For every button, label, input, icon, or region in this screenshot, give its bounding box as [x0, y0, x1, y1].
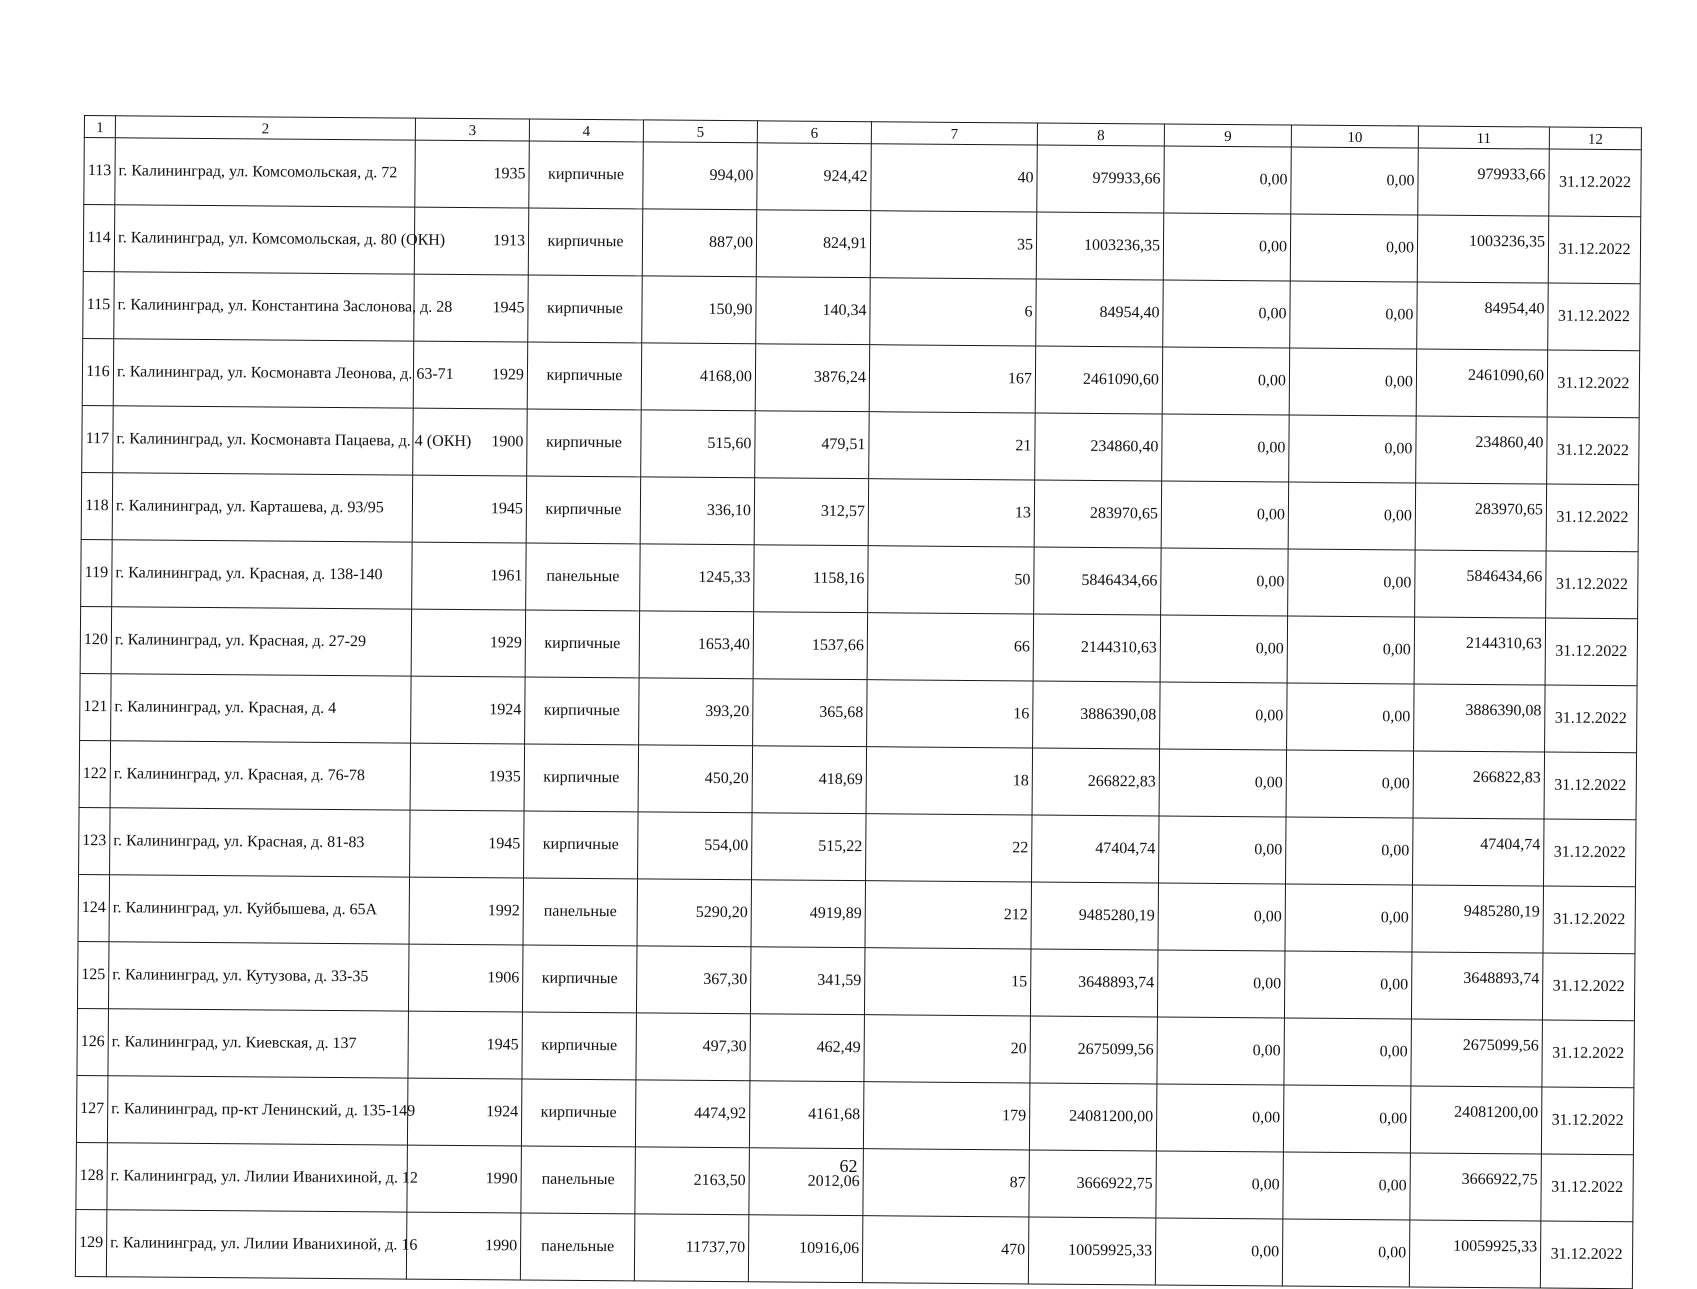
row-number: 129	[75, 1209, 107, 1276]
year-cell: 1924	[411, 676, 526, 744]
address-cell: г. Калининград, ул. Космонавта Леонова, д. 63-71	[113, 339, 414, 408]
column-10-cell: 0,00	[1285, 884, 1413, 952]
year-cell: 1913	[414, 207, 529, 275]
column-7-cell: 13	[868, 479, 1035, 547]
date-cell: 31.12.2022	[1546, 551, 1639, 619]
table-row	[77, 1008, 1634, 1087]
table-row	[76, 1142, 1633, 1221]
address-cell: г. Калининград, ул. Киевская, д. 137	[108, 1009, 409, 1078]
wall-material-cell: кирпичные	[528, 275, 643, 343]
column-9-cell: 0,00	[1161, 548, 1289, 616]
address-cell: г. Калининград, ул. Куйбышева, д. 65А	[109, 875, 410, 944]
column-10-cell: 0,00	[1290, 214, 1418, 282]
table-body	[75, 138, 1641, 1289]
address-cell: г. Калининград, ул. Комсомольская, д. 80 (ОКН)	[114, 205, 415, 274]
year-cell: 1961	[412, 542, 527, 610]
column-7-cell: 21	[869, 412, 1036, 480]
column-5-cell: 4168,00	[641, 343, 756, 411]
table-row	[81, 539, 1638, 618]
row-number: 120	[80, 606, 112, 673]
column-header: 11	[1418, 126, 1549, 149]
column-6-cell: 312,57	[754, 478, 869, 546]
year-cell: 1945	[412, 475, 527, 543]
column-10-cell: 0,00	[1285, 817, 1413, 885]
column-5-cell: 336,10	[640, 477, 755, 545]
column-6-cell: 462,49	[750, 1014, 865, 1082]
column-6-cell: 924,42	[757, 143, 872, 211]
column-header: 3	[415, 118, 529, 141]
table-row	[77, 941, 1634, 1020]
column-6-cell: 10916,06	[748, 1215, 863, 1283]
column-9-cell: 0,00	[1157, 950, 1285, 1018]
column-8-cell: 234860,40	[1035, 413, 1163, 481]
address-cell: г. Калининград, ул. Красная, д. 27-29	[111, 607, 412, 676]
column-header: 5	[643, 120, 757, 143]
column-11-cell: 1003236,35	[1417, 215, 1549, 283]
column-8-cell: 1003236,35	[1036, 212, 1164, 280]
year-cell: 1906	[408, 944, 523, 1012]
date-cell: 31.12.2022	[1542, 1020, 1635, 1088]
table-row	[78, 874, 1635, 953]
column-5-cell: 150,90	[642, 276, 757, 344]
column-5-cell: 1653,40	[639, 611, 754, 679]
table-row	[75, 1209, 1632, 1288]
table-row	[80, 673, 1637, 752]
wall-material-cell: кирпичные	[524, 744, 639, 812]
year-cell: 1924	[407, 1078, 522, 1146]
column-5-cell: 450,20	[638, 745, 753, 813]
column-9-cell: 0,00	[1156, 1084, 1284, 1152]
column-6-cell: 824,91	[756, 210, 871, 278]
row-number: 114	[83, 205, 115, 272]
date-cell: 31.12.2022	[1541, 1154, 1634, 1222]
address-cell: г. Калининград, ул. Лилии Иванихиной, д. 16	[106, 1210, 407, 1279]
column-5-cell: 1245,33	[640, 544, 755, 612]
column-8-cell: 2144310,63	[1033, 614, 1161, 682]
row-number: 116	[82, 338, 114, 405]
column-11-cell: 2144310,63	[1414, 617, 1546, 685]
column-9-cell: 0,00	[1163, 280, 1291, 348]
column-9-cell: 0,00	[1160, 682, 1288, 750]
column-5-cell: 11737,70	[634, 1214, 749, 1282]
column-header: 2	[115, 116, 415, 140]
column-6-cell: 3876,24	[755, 344, 870, 412]
column-8-cell: 283970,65	[1034, 480, 1162, 548]
column-5-cell: 2163,50	[635, 1147, 750, 1215]
wall-material-cell: панельные	[521, 1146, 636, 1214]
column-10-cell: 0,00	[1291, 147, 1419, 215]
column-10-cell: 0,00	[1284, 951, 1412, 1019]
column-5-cell: 497,30	[636, 1013, 751, 1081]
table-row	[80, 606, 1637, 685]
column-7-cell: 167	[869, 345, 1036, 413]
table-row	[81, 472, 1638, 551]
column-6-cell: 140,34	[756, 277, 871, 345]
row-number: 122	[79, 740, 111, 807]
column-10-cell: 0,00	[1288, 482, 1416, 550]
date-cell: 31.12.2022	[1549, 149, 1642, 217]
column-7-cell: 18	[866, 747, 1033, 815]
column-11-cell: 84954,40	[1417, 282, 1549, 350]
column-7-cell: 35	[870, 211, 1037, 279]
wall-material-cell: кирпичные	[522, 1012, 637, 1080]
date-cell: 31.12.2022	[1547, 350, 1640, 418]
page-number: 62	[839, 1156, 858, 1176]
column-11-cell: 10059925,33	[1409, 1220, 1541, 1288]
year-cell: 1945	[408, 1011, 523, 1079]
column-9-cell: 0,00	[1158, 883, 1286, 951]
column-8-cell: 84954,40	[1036, 279, 1164, 347]
housing-register-table	[75, 115, 1642, 1289]
column-header: 4	[529, 119, 643, 142]
column-9-cell: 0,00	[1164, 146, 1292, 214]
table-row	[82, 405, 1639, 484]
column-8-cell: 9485280,19	[1031, 882, 1159, 950]
date-cell: 31.12.2022	[1542, 953, 1635, 1021]
date-cell: 31.12.2022	[1544, 752, 1637, 820]
year-cell: 1929	[413, 341, 528, 409]
column-8-cell: 47404,74	[1032, 815, 1160, 883]
address-cell: г. Калининград, ул. Комсомольская, д. 72	[115, 138, 416, 207]
column-11-cell: 283970,65	[1415, 483, 1547, 551]
address-cell: г. Калининград, ул. Красная, д. 4	[111, 674, 412, 743]
row-number: 127	[76, 1075, 108, 1142]
column-8-cell: 10059925,33	[1028, 1217, 1156, 1285]
column-7-cell: 179	[863, 1082, 1030, 1150]
row-number: 126	[77, 1008, 109, 1075]
column-8-cell: 24081200,00	[1029, 1083, 1157, 1151]
column-10-cell: 0,00	[1282, 1219, 1410, 1287]
address-cell: г. Калининград, ул. Лилии Иванихиной, д. 12	[107, 1143, 408, 1212]
address-cell: г. Калининград, ул. Кутузова, д. 33-35	[108, 942, 409, 1011]
column-11-cell: 2461090,60	[1416, 349, 1548, 417]
year-cell: 1945	[414, 274, 529, 342]
column-10-cell: 0,00	[1288, 549, 1416, 617]
column-9-cell: 0,00	[1159, 816, 1287, 884]
column-5-cell: 515,60	[641, 410, 756, 478]
row-number: 123	[79, 807, 111, 874]
row-number: 121	[80, 673, 112, 740]
column-header: 1	[84, 116, 115, 138]
table-row	[84, 138, 1641, 217]
column-8-cell: 2461090,60	[1035, 346, 1163, 414]
column-5-cell: 554,00	[638, 812, 753, 880]
column-11-cell: 3648893,74	[1411, 952, 1543, 1020]
column-10-cell: 0,00	[1289, 348, 1417, 416]
column-11-cell: 3666922,75	[1410, 1153, 1542, 1221]
table-row	[79, 740, 1636, 819]
address-cell: г. Калининград, ул. Космонавта Пацаева, д. 4 (ОКН)	[113, 406, 414, 475]
column-8-cell: 2675099,56	[1030, 1016, 1158, 1084]
date-cell: 31.12.2022	[1540, 1221, 1633, 1289]
document-sheet	[75, 115, 1641, 1289]
row-number: 125	[77, 941, 109, 1008]
column-7-cell: 16	[867, 680, 1034, 748]
address-cell: г. Калининград, ул. Константина Заслонова, д. 28	[114, 272, 415, 341]
date-cell: 31.12.2022	[1547, 417, 1640, 485]
column-10-cell: 0,00	[1287, 616, 1415, 684]
column-header: 12	[1549, 127, 1641, 150]
column-9-cell: 0,00	[1157, 1017, 1285, 1085]
column-5-cell: 393,20	[639, 678, 754, 746]
column-7-cell: 470	[862, 1216, 1029, 1284]
wall-material-cell: панельные	[520, 1213, 635, 1281]
column-9-cell: 0,00	[1159, 749, 1287, 817]
column-5-cell: 887,00	[642, 209, 757, 277]
year-cell: 1990	[406, 1212, 521, 1280]
table-row	[83, 205, 1640, 284]
year-cell: 1945	[410, 810, 525, 878]
date-cell: 31.12.2022	[1545, 685, 1638, 753]
column-6-cell: 341,59	[750, 947, 865, 1015]
column-header: 9	[1164, 124, 1291, 147]
column-header: 7	[871, 122, 1037, 145]
column-6-cell: 418,69	[752, 746, 867, 814]
row-number: 117	[82, 405, 114, 472]
column-7-cell: 40	[871, 144, 1038, 212]
column-5-cell: 5290,20	[637, 879, 752, 947]
column-6-cell: 1537,66	[753, 612, 868, 680]
column-5-cell: 994,00	[643, 142, 758, 210]
column-11-cell: 266822,83	[1413, 751, 1545, 819]
column-9-cell: 0,00	[1156, 1151, 1284, 1219]
column-9-cell: 0,00	[1155, 1218, 1283, 1286]
column-6-cell: 479,51	[755, 411, 870, 479]
address-cell: г. Калининград, ул. Красная, д. 81-83	[110, 808, 411, 877]
wall-material-cell: кирпичные	[526, 476, 641, 544]
column-7-cell: 50	[868, 546, 1035, 614]
column-7-cell: 212	[865, 881, 1032, 949]
table-row	[83, 271, 1640, 350]
date-cell: 31.12.2022	[1541, 1087, 1634, 1155]
wall-material-cell: кирпичные	[521, 1079, 636, 1147]
table-row	[79, 807, 1636, 886]
column-6-cell: 4919,89	[751, 880, 866, 948]
column-6-cell: 4161,68	[749, 1081, 864, 1149]
wall-material-cell: кирпичные	[529, 141, 644, 209]
date-cell: 31.12.2022	[1545, 618, 1638, 686]
address-cell: г. Калининград, пр-кт Ленинский, д. 135-149	[107, 1076, 408, 1145]
column-10-cell: 0,00	[1286, 750, 1414, 818]
column-header: 6	[757, 121, 871, 144]
column-7-cell: 22	[866, 814, 1033, 882]
column-10-cell: 0,00	[1289, 415, 1417, 483]
column-7-cell: 6	[870, 278, 1037, 346]
column-6-cell: 515,22	[752, 813, 867, 881]
row-number: 113	[84, 138, 116, 205]
date-cell: 31.12.2022	[1543, 819, 1636, 887]
column-6-cell: 1158,16	[754, 545, 869, 613]
column-8-cell: 979933,66	[1037, 145, 1165, 213]
column-8-cell: 5846434,66	[1034, 547, 1162, 615]
column-10-cell: 0,00	[1287, 683, 1415, 751]
wall-material-cell: панельные	[523, 878, 638, 946]
date-cell: 31.12.2022	[1546, 484, 1639, 552]
column-header: 8	[1037, 123, 1164, 146]
row-number: 124	[78, 874, 110, 941]
column-9-cell: 0,00	[1162, 414, 1290, 482]
column-8-cell: 3648893,74	[1030, 949, 1158, 1017]
column-10-cell: 0,00	[1283, 1152, 1411, 1220]
wall-material-cell: кирпичные	[524, 811, 639, 879]
column-6-cell: 365,68	[753, 679, 868, 747]
column-header: 10	[1291, 125, 1418, 148]
column-10-cell: 0,00	[1283, 1085, 1411, 1153]
wall-material-cell: кирпичные	[527, 409, 642, 477]
column-5-cell: 4474,92	[635, 1080, 750, 1148]
wall-material-cell: кирпичные	[528, 208, 643, 276]
year-cell: 1929	[411, 609, 526, 677]
column-9-cell: 0,00	[1161, 481, 1289, 549]
row-number: 115	[83, 271, 115, 338]
column-8-cell: 266822,83	[1032, 748, 1160, 816]
row-number: 119	[81, 539, 113, 606]
column-11-cell: 2675099,56	[1411, 1019, 1543, 1087]
column-11-cell: 5846434,66	[1415, 550, 1547, 618]
address-cell: г. Калининград, ул. Красная, д. 138-140	[112, 540, 413, 609]
address-cell: г. Калининград, ул. Красная, д. 76-78	[110, 741, 411, 810]
date-cell: 31.12.2022	[1548, 216, 1641, 284]
year-cell: 1992	[409, 877, 524, 945]
wall-material-cell: кирпичные	[525, 610, 640, 678]
wall-material-cell: кирпичные	[525, 677, 640, 745]
year-cell: 1935	[415, 140, 530, 208]
column-7-cell: 20	[864, 1015, 1031, 1083]
column-10-cell: 0,00	[1290, 281, 1418, 349]
column-11-cell: 3886390,08	[1414, 684, 1546, 752]
column-8-cell: 3666922,75	[1029, 1150, 1157, 1218]
address-cell: г. Калининград, ул. Карташева, д. 93/95	[112, 473, 413, 542]
year-cell: 1935	[410, 743, 525, 811]
column-9-cell: 0,00	[1163, 213, 1291, 281]
column-9-cell: 0,00	[1160, 615, 1288, 683]
column-5-cell: 367,30	[636, 946, 751, 1014]
row-number: 128	[76, 1142, 108, 1209]
date-cell: 31.12.2022	[1548, 283, 1641, 351]
column-8-cell: 3886390,08	[1033, 681, 1161, 749]
date-cell: 31.12.2022	[1543, 886, 1636, 954]
column-10-cell: 0,00	[1284, 1018, 1412, 1086]
row-number: 118	[81, 472, 113, 539]
column-9-cell: 0,00	[1162, 347, 1290, 415]
wall-material-cell: панельные	[526, 543, 641, 611]
column-11-cell: 47404,74	[1412, 818, 1544, 886]
column-11-cell: 24081200,00	[1410, 1086, 1542, 1154]
column-11-cell: 979933,66	[1418, 148, 1550, 216]
wall-material-cell: кирпичные	[522, 945, 637, 1013]
year-cell: 1900	[413, 408, 528, 476]
table-row	[82, 338, 1639, 417]
column-6-cell: 2012,06	[749, 1148, 864, 1216]
column-11-cell: 9485280,19	[1412, 885, 1544, 953]
column-7-cell: 87	[863, 1149, 1030, 1217]
table-row	[76, 1075, 1633, 1154]
column-7-cell: 15	[864, 948, 1031, 1016]
wall-material-cell: кирпичные	[527, 342, 642, 410]
column-7-cell: 66	[867, 613, 1034, 681]
year-cell: 1990	[407, 1145, 522, 1213]
column-11-cell: 234860,40	[1416, 416, 1548, 484]
